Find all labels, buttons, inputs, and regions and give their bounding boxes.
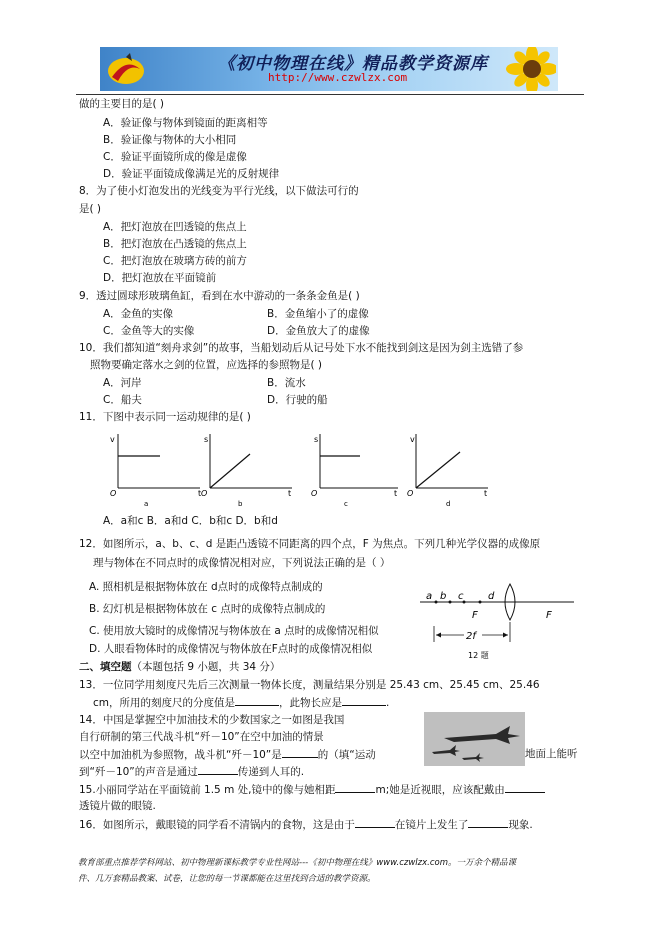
q14-blank-1[interactable] [282, 747, 318, 758]
q12-option-b: B. 幻灯机是根据物体放在 c 点时的成像特点制成的 [89, 603, 326, 615]
q8-option-c: C．把灯泡放在玻璃方砖的前方 [103, 255, 247, 267]
q11-graph-b-caption: b [238, 500, 243, 508]
q16-line-1: 16．如图所示，戴眼镜的同学看不清锅内的食物，这是由于 在镜片上发生了 现象. [79, 819, 533, 831]
focus-right-label: F [546, 610, 552, 621]
q8-option-b: B．把灯泡放在凸透镜的焦点上 [103, 238, 247, 250]
q12-option-d: D. 人眼看物体时的成像情况与物体放在F点时的成像情况相似 [89, 643, 373, 655]
q13-line-1: 13．一位同学用刻度尺先后三次测量一物体长度，测量结果分别是 25.43 cm、25.45 cm、25.46 [79, 679, 540, 691]
q11-graph-a-origin: O [110, 489, 117, 498]
q15-blank-2[interactable] [505, 782, 545, 793]
q7-option-c: C．验证平面镜所成的像是虚像 [103, 151, 247, 163]
two-f-label: 2f [466, 631, 476, 642]
q14-line-4: 到“歼－10”的声音是通过 传递到人耳的. [79, 766, 305, 778]
footer-line-2: 件、几万套精品教案、试卷，让您的每一节课都能在这里找到合适的教学资源。 [78, 874, 376, 884]
q14-line-2: 自行研制的第三代战斗机“歼－10”在空中加油的情景 [79, 731, 324, 743]
q15-line-2: 透镜片做的眼镜. [79, 800, 156, 812]
q9-option-a: A．金鱼的实像 [103, 308, 174, 320]
q11-graph-b-ylabel: s [204, 435, 209, 444]
q10-option-b: B．流水 [267, 377, 306, 389]
q15-blank-1[interactable] [335, 782, 375, 793]
q13-blank-1[interactable] [235, 695, 279, 706]
footer-line-1: 教育部重点推荐学科网站、初中物理新课标教学专业性网站---《初中物理在线》www.czwlzx.com。一万余个精品课 [78, 858, 517, 868]
q10-option-a: A．河岸 [103, 377, 142, 389]
q14-line-1: 14．中国是掌握空中加油技术的少数国家之一如图是我国 [79, 714, 345, 726]
sunflower-icon [496, 47, 556, 91]
q9-option-b: B．金鱼缩小了的虚像 [267, 308, 369, 320]
fighter-jets-icon [424, 712, 525, 766]
section-2-title: 二、填空题 [79, 661, 132, 673]
q11-graph-b [198, 430, 298, 510]
q9-option-d: D．金鱼放大了的虚像 [267, 325, 370, 337]
q9-option-c: C．金鱼等大的实像 [103, 325, 195, 337]
header-rule [76, 94, 584, 95]
q7-stem: 做的主要目的是( ) [79, 98, 165, 110]
site-logo-icon [106, 51, 146, 87]
q11-graph-c [308, 430, 408, 510]
q14-blank-2[interactable] [198, 764, 238, 775]
q14-line-3: 以空中加油机为参照物，战斗机“歼－10”是 的（填“运动 [79, 749, 376, 761]
q11-graph-d-ylabel: v [410, 435, 415, 444]
q10-option-c: C．船夫 [103, 394, 142, 406]
q12-stem-1: 12．如图所示，a、b、c、d 是距凸透镜不同距离的四个点，F 为焦点。下列几种光学仪器的成像原 [79, 538, 541, 550]
q11-graph-a-ylabel: v [110, 435, 115, 444]
q11-graph-d [404, 430, 504, 510]
q11-graph-a [108, 430, 208, 510]
q15-line-1: 15.小丽同学站在平面镜前 1.5 m 处,镜中的像与她相距 m;她是近视眼，应该配戴由 [79, 782, 545, 797]
q11-graph-c-origin: O [311, 489, 318, 498]
point-d-label: d [488, 591, 495, 602]
q10-stem-1: 10．我们都知道“刻舟求剑”的故事，当船划动后从记号处下水不能找到剑这是因为剑主选错了参 [79, 342, 524, 354]
q12-figure-caption: 12 题 [468, 651, 489, 660]
q11-options: A．a和c B．a和d C．b和c D．b和d [103, 515, 278, 527]
q11-graph-d-xlabel: t [484, 489, 488, 498]
q16-blank-2[interactable] [468, 817, 508, 828]
q8-option-d: D．把灯泡放在平面镜前 [103, 272, 217, 284]
q13-blank-2[interactable] [342, 695, 386, 706]
q13-line-2: cm，所用的刻度尺的分度值是 ，此物长应是 . [93, 697, 390, 709]
section-2-heading [79, 660, 280, 674]
q11-graph-a-caption: a [144, 500, 149, 508]
q11-graph-b-xlabel: t [288, 489, 292, 498]
q11-graph-d-origin: O [407, 489, 414, 498]
q12-stem-2: 理与物体在不同点时的成像情况相对应，下列说法正确的是（ ） [93, 557, 391, 569]
q11-graph-c-caption: c [344, 500, 348, 508]
q8-stem-1: 8．为了使小灯泡发出的光线变为平行光线，以下做法可行的 [79, 185, 359, 197]
q11-graph-c-xlabel: t [394, 489, 398, 498]
header-banner [100, 47, 558, 91]
q11-graph-b-origin: O [201, 489, 208, 498]
point-a-label: a [426, 591, 433, 602]
q11-graph-d-caption: d [446, 500, 451, 508]
banner-url[interactable]: http://www.czwlzx.com [268, 71, 408, 84]
q9-stem: 9．透过圆球形玻璃鱼缸，看到在水中游动的一条条金鱼是( ) [79, 290, 360, 302]
q11-stem: 11．下图中表示同一运动规律的是( ) [79, 411, 251, 423]
q11-graph-a-xlabel: t [198, 489, 202, 498]
q16-blank-1[interactable] [355, 817, 395, 828]
q10-option-d: D．行驶的船 [267, 394, 328, 406]
q12-option-c: C. 使用放大镜时的成像情况与物体放在 a 点时的成像情况相似 [89, 625, 379, 637]
point-c-label: c [458, 591, 464, 602]
q10-stem-2: 照物要确定落水之剑的位置，应选择的参照物是( ) [90, 359, 323, 371]
point-b-label: b [440, 591, 447, 602]
banner-title: 《初中物理在线》精品教学资源库 [218, 54, 488, 74]
focus-left-label: F [472, 610, 478, 621]
q14-line-3-tail: 地面上能听 [525, 748, 578, 760]
aerial-refueling-photo [424, 712, 525, 766]
q7-option-b: B．验证像与物体的大小相同 [103, 134, 237, 146]
q12-option-a: A. 照相机是根据物体放在 d点时的成像特点制成的 [89, 581, 323, 593]
q7-option-d: D．验证平面镜成像满足光的反射规律 [103, 168, 280, 180]
q11-graph-c-ylabel: s [314, 435, 319, 444]
section-2-note: （本题包括 9 小题，共 34 分） [131, 661, 281, 673]
q12-lens-diagram [410, 582, 578, 662]
q8-stem-2: 是( ) [79, 203, 102, 215]
q7-option-a: A．验证像与物体到镜面的距离相等 [103, 117, 268, 129]
q8-option-a: A．把灯泡放在凹透镜的焦点上 [103, 221, 247, 233]
